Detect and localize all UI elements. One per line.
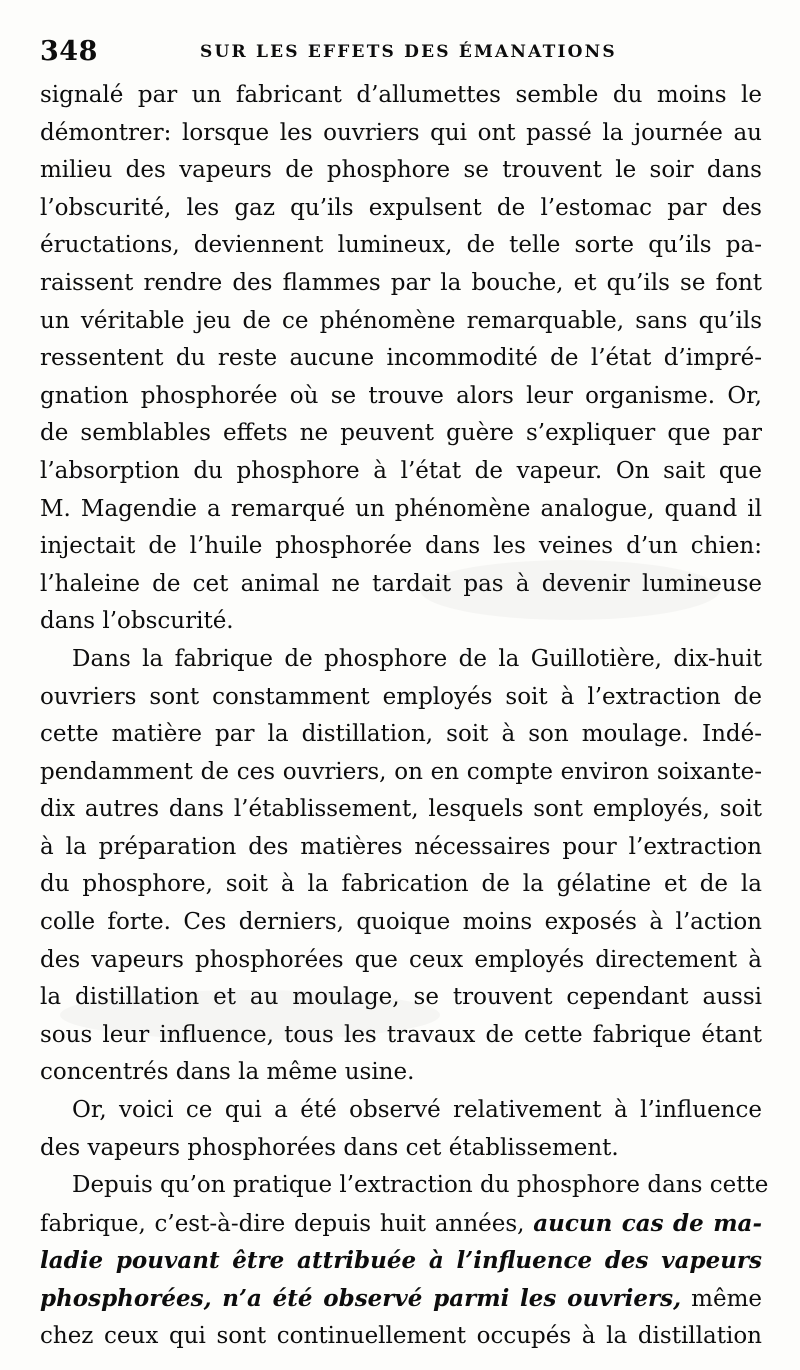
- text-line: gnation phosphorée où se trouve alors leur organisme. Or,: [40, 382, 762, 409]
- text-line: milieu des vapeurs de phosphore se trouvent le soir dans: [40, 157, 762, 184]
- text-italic: phosphorées, n’a été observé parmi les ouvriers,: [40, 1285, 682, 1312]
- paragraph-end-line: concentrés dans la même usine.: [40, 1059, 415, 1086]
- text-line: ouvriers sont constamment employés soit à l’extraction de: [40, 683, 762, 710]
- running-title: SUR LES EFFETS DES ÉMANATIONS: [200, 42, 617, 62]
- paragraph-start-line: Depuis qu’on pratique l’extraction du phosphore dans cette: [72, 1172, 769, 1199]
- text-line: cette matière par la distillation, soit à son moulage. Indé-: [40, 721, 762, 748]
- paragraph-start-line: Or, voici ce qui a été observé relativement à l’influence: [72, 1097, 762, 1124]
- text-plain: fabrique, c’est-à-dire depuis huit années,: [40, 1210, 534, 1237]
- text-line: raissent rendre des flammes par la bouche, et qu’ils se font: [40, 269, 762, 296]
- text-line: M. Magendie a remarqué un phénomène analogue, quand il: [40, 495, 762, 522]
- text-line: la distillation et au moulage, se trouvent cependant aussi: [40, 984, 762, 1011]
- text-italic: aucun cas de ma-: [533, 1209, 762, 1237]
- text-line: des vapeurs phosphorées que ceux employés directement à: [40, 946, 762, 973]
- text-line: sous leur influence, tous les travaux de cette fabrique étant: [40, 1021, 762, 1048]
- text-line: pendamment de ces ouvriers, on en compte environ soixante-: [40, 758, 762, 785]
- text-line: colle forte. Ces derniers, quoique moins exposés à l’action: [40, 909, 762, 936]
- paragraph-end-line: dans l’obscurité.: [40, 608, 234, 635]
- body-text: [40, 77, 769, 1355]
- text-line: ressentent du reste aucune incommodité de l’état d’impré-: [40, 345, 762, 372]
- text-line: [40, 1242, 762, 1280]
- text-line: signalé par un fabricant d’allumettes semble du moins le: [40, 82, 762, 108]
- text-line: du phosphore, soit à la fabrication de la gélatine et de la: [40, 871, 762, 898]
- text-line: [40, 1280, 762, 1318]
- text-line: chez ceux qui sont continuellement occupés à la distillation: [40, 1322, 762, 1349]
- text-line: dix autres dans l’établissement, lesquels sont employés, soit: [40, 796, 762, 823]
- text-line: [40, 1205, 762, 1243]
- text-line: démontrer: lorsque les ouvriers qui ont passé la journée au: [40, 119, 762, 146]
- page-number: 348: [40, 36, 98, 67]
- text-line: un véritable jeu de ce phénomène remarquable, sans qu’ils: [40, 307, 762, 334]
- paragraph-end-line: des vapeurs phosphorées dans cet établissement.: [40, 1134, 619, 1161]
- text-line: de semblables effets ne peuvent guère s’expliquer que par: [40, 420, 762, 447]
- paragraph-start-line: Dans la fabrique de phosphore de la Guillotière, dix-huit: [72, 645, 762, 672]
- text-line: injectait de l’huile phosphorée dans les veines d’un chien:: [40, 533, 762, 560]
- text-plain: même: [681, 1286, 762, 1312]
- text-line: l’haleine de cet animal ne tardait pas à devenir lumineuse: [40, 570, 762, 597]
- text-italic: ladie pouvant être attribuée à l’influence des vapeurs: [40, 1247, 762, 1275]
- running-head: [40, 36, 760, 70]
- text-line: à la préparation des matières nécessaires pour l’extraction: [40, 833, 762, 860]
- text-line: l’absorption du phosphore à l’état de vapeur. On sait que: [40, 457, 762, 484]
- text-line: l’obscurité, les gaz qu’ils expulsent de l’estomac par des: [40, 194, 762, 221]
- text-line: éructations, deviennent lumineux, de telle sorte qu’ils pa-: [40, 232, 762, 259]
